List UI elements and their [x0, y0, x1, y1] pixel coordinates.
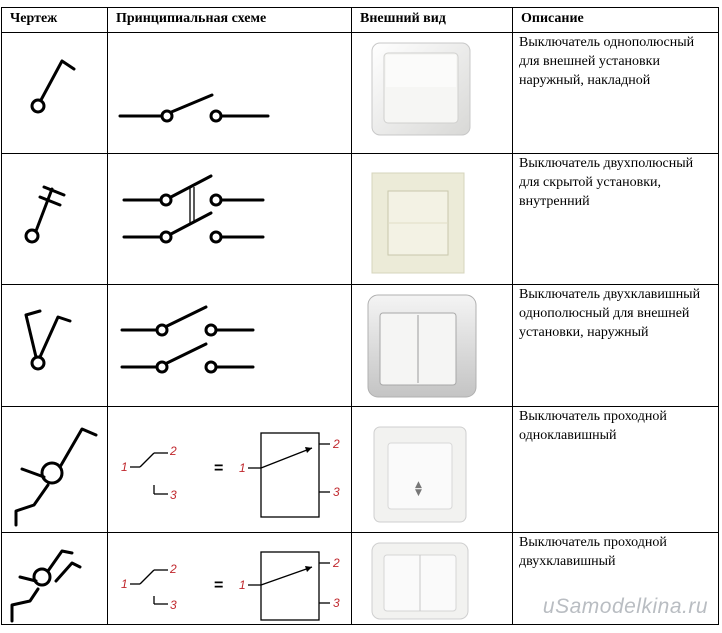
single-pole-schematic [108, 33, 351, 153]
pass-through-two-key-symbol [2, 533, 107, 624]
table-row [2, 407, 719, 533]
schema-label-3: 3 [170, 488, 177, 502]
description-cell [513, 533, 719, 625]
flush-switch-photo [352, 154, 512, 284]
two-key-schematic [108, 285, 351, 406]
two-key-switch-symbol [2, 285, 107, 406]
schema-label-1: 1 [121, 577, 128, 591]
single-pole-switch-symbol [2, 33, 107, 153]
schematic-cell [108, 533, 352, 625]
description-cell: Выключатель однополюсный для внешней установки наружный, накладной [513, 33, 719, 154]
schema-label-1: 1 [121, 460, 128, 474]
equals-sign: = [214, 577, 224, 594]
schema-label-3b: 3 [333, 596, 340, 610]
description-cell: Выключатель проходной одноклавишный [513, 407, 719, 533]
schema-label-2: 2 [170, 562, 177, 576]
appearance-cell [352, 33, 513, 154]
header-description: Описание [513, 8, 719, 33]
surface-switch-photo [352, 33, 512, 153]
description-cell: Выключатель двухполюсный для скрытой установки, внутренний [513, 154, 719, 285]
switch-symbols-table [1, 7, 719, 625]
watermark: uSamodelkina.ru [542, 595, 708, 618]
appearance-cell [352, 285, 513, 407]
drawing-cell [2, 285, 108, 407]
appearance-cell [352, 154, 513, 285]
equals-sign: = [214, 460, 224, 477]
two-key-surface-switch-photo [352, 285, 512, 406]
schematic-cell [108, 33, 352, 154]
table-row [2, 33, 719, 154]
description-text: Выключатель проходной двухклавишный [519, 535, 667, 569]
pass-through-two-key-photo [352, 533, 512, 624]
appearance-cell [352, 533, 513, 625]
schematic-cell [108, 407, 352, 533]
drawing-cell [2, 154, 108, 285]
drawing-cell [2, 407, 108, 533]
pass-through-schematic [108, 407, 351, 532]
drawing-cell [2, 33, 108, 154]
schema-label-3: 3 [170, 598, 177, 612]
header-schematic: Принципиальная схеме [108, 8, 352, 33]
table-row [2, 154, 719, 285]
schematic-cell [108, 285, 352, 407]
drawing-cell [2, 533, 108, 625]
schema-label-3b: 3 [333, 485, 340, 499]
header-appearance: Внешний вид [352, 8, 513, 33]
schema-label-2b: 2 [333, 437, 340, 451]
appearance-cell [352, 407, 513, 533]
schema-label-2b: 2 [333, 556, 340, 570]
table-header-row [2, 8, 719, 33]
double-pole-switch-symbol [2, 154, 107, 284]
schematic-cell [108, 154, 352, 285]
schema-label-2: 2 [170, 444, 177, 458]
pass-through-switch-symbol [2, 407, 107, 532]
pass-through-two-key-schematic [108, 533, 351, 624]
schema-label-1b: 1 [239, 578, 246, 592]
pass-through-switch-photo [352, 407, 512, 532]
schema-label-1b: 1 [239, 461, 246, 475]
svg-text:▼: ▼ [415, 488, 422, 498]
table-row [2, 533, 719, 625]
description-cell: Выключатель двухклавишный однополюсный для внешней установки, наружный [513, 285, 719, 407]
svg-text:▲: ▲ [415, 480, 422, 490]
table-row [2, 285, 719, 407]
double-pole-schematic [108, 154, 351, 284]
header-drawing: Чертеж [2, 8, 108, 33]
